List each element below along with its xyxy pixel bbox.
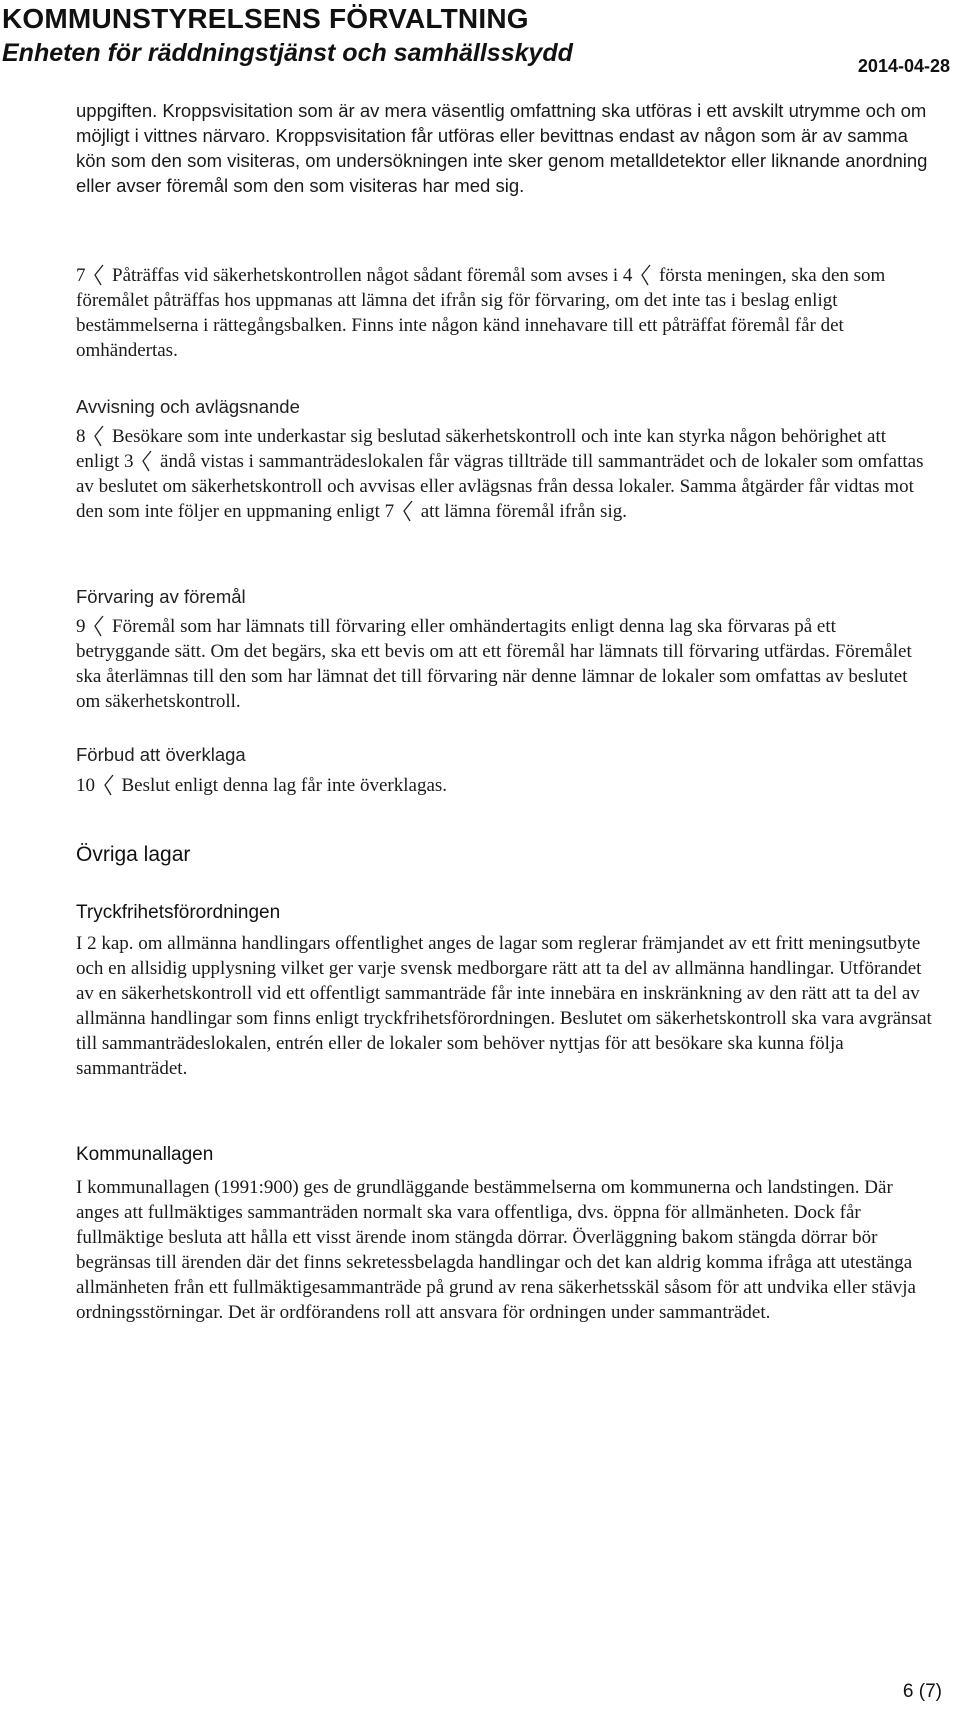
paragraph-sign-icon	[102, 774, 115, 796]
section-text: ändå vistas i sammanträdeslokalen får vägras tillträde till sammanträdet och de lokaler som omfattas av beslutet om säkerhetskontroll och avvisas eller avlägsnas från dessa lokaler. Samma åtgärder får vidtas mot den som inte följer en uppmaning enligt 7	[76, 451, 924, 522]
section-7-paragraph	[76, 263, 932, 363]
paragraph-sign-icon	[92, 264, 105, 286]
document-date: 2014-04-28	[857, 56, 950, 76]
section-number: 9	[76, 616, 86, 637]
section-number: 7	[76, 265, 86, 286]
tryckfrihet-paragraph: I 2 kap. om allmänna handlingars offentlighet anges de lagar som reglerar främjandet av ett fritt meningsutbyte och en allsidig upplysning vilket ger varje svensk medborgare rätt att ta del av allmänna handlingar. Utförandet av en säkerhetskontroll vid ett offentligt sammanträde får inte innebära en inskränkning av den rätt att ta del av allmänna handlingar som finns enligt tryckfrihetsförordningen. Beslutet om säkerhetskontroll ska vara avgränsat till sammanträdeslokalen, entrén eller de lokaler som behöver nyttjas för att besökare ska kunna följa sammanträdet.	[76, 933, 932, 1079]
page-number: 6 (7)	[902, 1681, 942, 1702]
paragraph-sign-icon	[140, 450, 153, 472]
section-10-paragraph	[76, 773, 932, 798]
section-text: Besökare som inte underkastar sig beslutad säkerhetskontroll och inte kan styrka någon behörighet att enligt 3	[76, 426, 887, 472]
organization-name: KOMMUNSTYRELSENS FÖRVALTNING	[2, 3, 529, 34]
paragraph-sign-icon	[92, 615, 105, 637]
heading-forvaring: Förvaring av föremål	[76, 586, 246, 607]
section-number: 10	[76, 775, 95, 796]
paragraph-sign-icon	[401, 500, 414, 522]
paragraph-sign-icon	[639, 264, 652, 286]
heading-ovriga-lagar: Övriga lagar	[76, 843, 191, 866]
section-text: Påträffas vid säkerhetskontrollen något sådant föremål som avses i 4	[112, 265, 633, 286]
heading-avvisning: Avvisning och avlägsnande	[76, 396, 300, 417]
section-text: att lämna föremål ifrån sig.	[420, 501, 627, 522]
kommunallagen-paragraph: I kommunallagen (1991:900) ges de grundläggande bestämmelserna om kommunerna och landstingen. Där anges att fullmäktiges sammanträden normalt ska vara offentliga, dvs. öppna för allmänheten. Dock får fullmäktige besluta att hålla ett visst ärende inom stängda dörrar. Överläggning bakom stängda dörrar bör begränsas till ärenden där det finns sekretessbelagda handlingar och det kan aldrig komma ifråga att utestänga allmänheten från ett fullmäktigesammanträde på grund av rena säkerhetsskäl såsom för att undvika eller stävja ordningsstörningar. Det är ordförandens roll att ansvara för ordningen under sammanträdet.	[76, 1177, 916, 1323]
heading-forbud: Förbud att överklaga	[76, 744, 246, 765]
section-text: Beslut enligt denna lag får inte överklagas.	[121, 775, 448, 796]
section-text: Föremål som har lämnats till förvaring eller omhändertagits enligt denna lag ska förvaras på ett betryggande sätt. Om det begärs, ska ett bevis om att ett föremål har lämnats till förvaring utfärdas. Föremålet ska återlämnas till den som har lämnat det till förvaring när denne lämnar de lokaler som omfattas av beslutet om säkerhetskontroll.	[76, 616, 912, 712]
heading-tryckfrihetsforordningen: Tryckfrihetsförordningen	[76, 902, 281, 923]
unit-name: Enheten för räddningstjänst och samhällsskydd	[2, 39, 573, 67]
section-9-paragraph	[76, 614, 932, 714]
paragraph-sign-icon	[92, 425, 105, 447]
continued-paragraph: uppgiften. Kroppsvisitation som är av mera väsentlig omfattning ska utföras i ett avskilt utrymme och om möjligt i vittnes närvaro. Kroppsvisitation får utföras eller bevittnas endast av någon som är av samma kön som den som visiteras, om undersökningen inte sker genom metalldetektor eller liknande anordning eller avser föremål som den som visiteras har med sig.	[76, 100, 928, 196]
heading-kommunallagen: Kommunallagen	[76, 1144, 214, 1165]
section-number: 8	[76, 426, 86, 447]
section-text: första meningen, ska den som föremålet påträffas hos uppmanas att lämna det ifrån sig för förvaring, om det inte tas i beslag enligt bestämmelserna i rättegångsbalken. Finns inte någon känd innehavare till ett påträffat föremål får det omhändertas.	[76, 265, 886, 361]
section-8-paragraph	[76, 424, 932, 524]
